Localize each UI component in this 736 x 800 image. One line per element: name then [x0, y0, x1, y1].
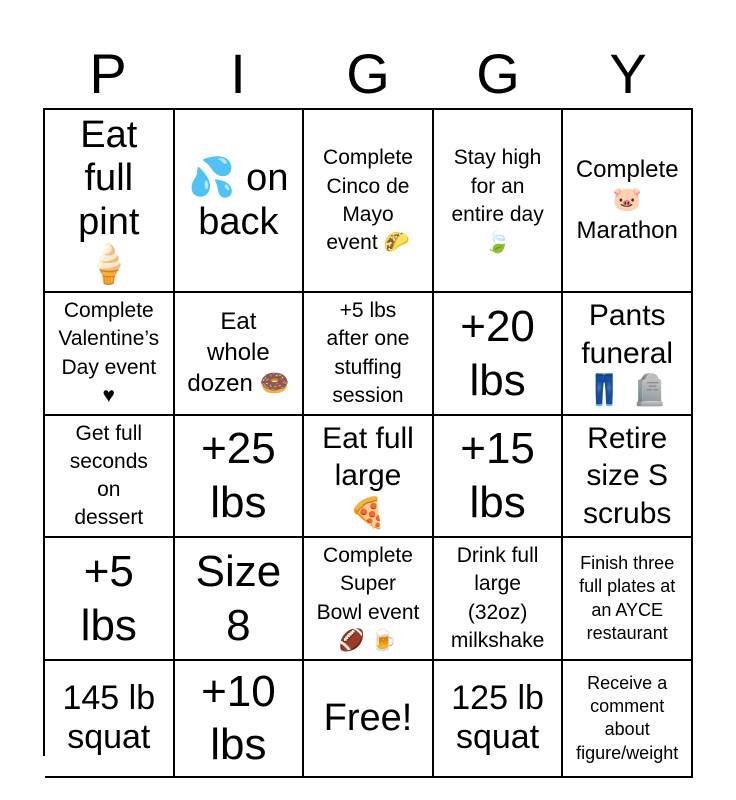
- cell-text: Complete Super Bowl event 🏈 🍺: [316, 544, 420, 652]
- cell-text: Complete Cinco de Mayo event 🌮: [323, 146, 413, 254]
- cell-text: +15 lbs: [460, 424, 535, 527]
- cell-text: +10 lbs: [201, 666, 276, 770]
- cell-text: 125 lb squat: [451, 679, 544, 757]
- bingo-header: [43, 40, 693, 108]
- cell-text: +5 lbs after one stuffing session: [326, 299, 410, 407]
- bingo-cell-r4c3[interactable]: [304, 538, 434, 661]
- bingo-cell-r3c1[interactable]: [45, 416, 175, 539]
- bingo-cell-r3c2[interactable]: [175, 416, 305, 539]
- bingo-cell-r1c4[interactable]: [434, 110, 564, 293]
- bingo-cell-r2c1[interactable]: [45, 293, 175, 416]
- header-letter-p: P: [89, 42, 127, 105]
- cell-text: Pants funeral 👖 🪦: [581, 299, 674, 408]
- bingo-cell-r4c5[interactable]: [563, 538, 693, 661]
- bingo-cell-r5c4[interactable]: [434, 661, 564, 778]
- cell-text: Eat whole dozen 🍩: [187, 308, 290, 397]
- cell-text: Eat full pint 🍦: [78, 114, 140, 286]
- bingo-cell-r4c1[interactable]: [45, 538, 175, 661]
- bingo-board: [43, 108, 693, 770]
- cell-text: Receive a comment about figure/weight: [576, 672, 679, 763]
- bingo-cell-r1c2[interactable]: [175, 110, 305, 293]
- header-letter-y: Y: [609, 42, 647, 105]
- cell-text: +5 lbs: [80, 546, 137, 650]
- cell-text: Retire size S scrubs: [583, 421, 672, 530]
- bingo-cell-r5c1[interactable]: [45, 661, 175, 778]
- cell-text: 💦 on back: [188, 157, 289, 243]
- cell-text: Eat full large 🍕: [322, 421, 414, 530]
- cell-text: Complete 🐷 Marathon: [575, 155, 679, 244]
- cell-text: +25 lbs: [201, 424, 276, 527]
- bingo-cell-r1c5[interactable]: [563, 110, 693, 293]
- header-letter-i: I: [230, 42, 246, 105]
- cell-text: Drink full large (32oz) milkshake: [450, 544, 545, 652]
- bingo-cell-r4c2[interactable]: [175, 538, 305, 661]
- bingo-cell-r2c2[interactable]: [175, 293, 305, 416]
- bingo-cell-r2c4[interactable]: [434, 293, 564, 416]
- cell-text: 145 lb squat: [62, 679, 156, 757]
- bingo-cell-r3c3[interactable]: [304, 416, 434, 539]
- bingo-cell-r5c5[interactable]: [563, 661, 693, 778]
- cell-text: Complete Valentine’s Day event ♥: [58, 299, 160, 407]
- cell-text: +20 lbs: [460, 301, 535, 405]
- free-space[interactable]: [304, 661, 434, 778]
- cell-text: Size 8: [195, 546, 282, 650]
- bingo-cell-r3c5[interactable]: [563, 416, 693, 539]
- bingo-cell-r1c1[interactable]: [45, 110, 175, 293]
- cell-text: Stay high for an entire day 🍃: [451, 146, 544, 254]
- header-letter-g2: G: [476, 42, 520, 105]
- bingo-cell-r1c3[interactable]: [304, 110, 434, 293]
- bingo-cell-r3c4[interactable]: [434, 416, 564, 539]
- cell-text: Free!: [323, 696, 413, 739]
- bingo-cell-r2c3[interactable]: [304, 293, 434, 416]
- bingo-cell-r5c2[interactable]: [175, 661, 305, 778]
- bingo-cell-r4c4[interactable]: [434, 538, 564, 661]
- cell-text: Finish three full plates at an AYCE restaurant: [579, 552, 676, 643]
- header-letter-g1: G: [346, 42, 390, 105]
- bingo-cell-r2c5[interactable]: [563, 293, 693, 416]
- cell-text: Get full seconds on dessert: [69, 421, 148, 530]
